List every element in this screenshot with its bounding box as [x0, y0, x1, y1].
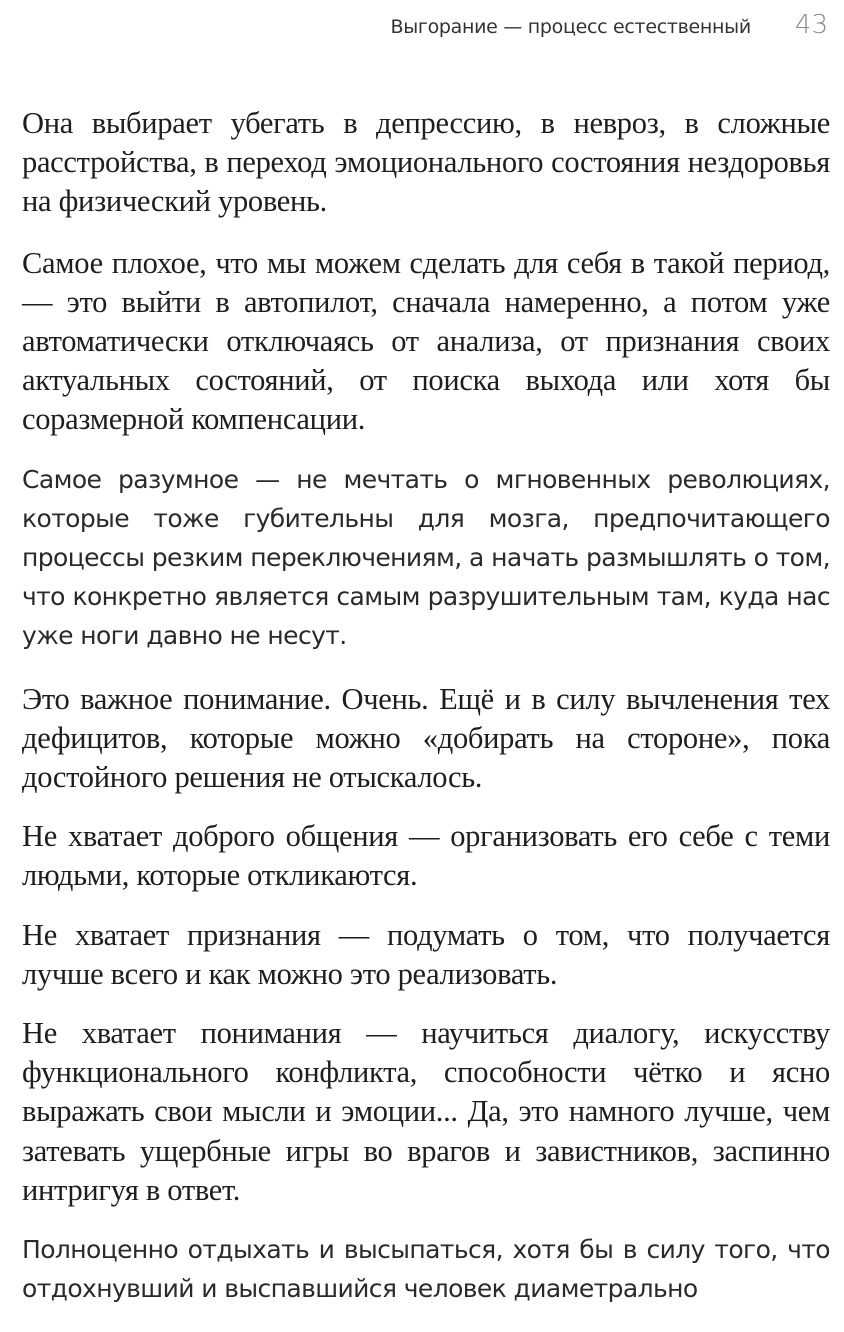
paragraph: Самое разумное — не мечтать о мгновенных революциях, которые тоже губительны для мозга, предпочитающего процессы резким переключениям, а начать размышлять о том, что конкретно является самым разрушительным там, куда нас уже ноги давно не несут.	[22, 464, 830, 651]
paragraph: Не хватает признания — подумать о том, что получается лучше всего и как можно это реализовать.	[22, 917, 830, 991]
body-text	[22, 104, 830, 1308]
paragraph: Полноценно отдыхать и высыпаться, хотя бы в силу того, что отдохнувший и выспавшийся человек диаметрально	[22, 1235, 830, 1304]
running-header	[390, 10, 828, 46]
paragraph: Не хватает доброго общения — организовать его себе с теми людьми, которые откликаются.	[22, 819, 830, 893]
paragraph: Самое плохое, что мы можем сделать для себя в такой период, — это выйти в автопилот, сначала намеренно, а потом уже автоматически отключаясь от анализа, от признания своих актуальных состояний, от поиска выхода или хотя бы соразмерной компенсации.	[22, 245, 830, 437]
running-title: Выгорание — процесс естественный	[390, 16, 751, 38]
paragraph: Это важное понимание. Очень. Ещё и в силу вычленения тех дефицитов, которые можно «добирать на стороне», пока достойного решения не отыскалось.	[22, 681, 830, 795]
paragraph: Она выбирает убегать в депрессию, в невроз, в сложные расстройства, в переход эмоционального состояния нездоровья на физический уровень.	[22, 106, 830, 219]
paragraph: Не хватает понимания — научиться диалогу, искусству функционального конфликта, способности чётко и ясно выражать свои мысли и эмоции... Да, это намного лучше, чем затевать ущербные игры во врагов и завистников, заспинно интригуя в ответ.	[22, 1016, 830, 1207]
page-number: 43	[794, 10, 828, 40]
